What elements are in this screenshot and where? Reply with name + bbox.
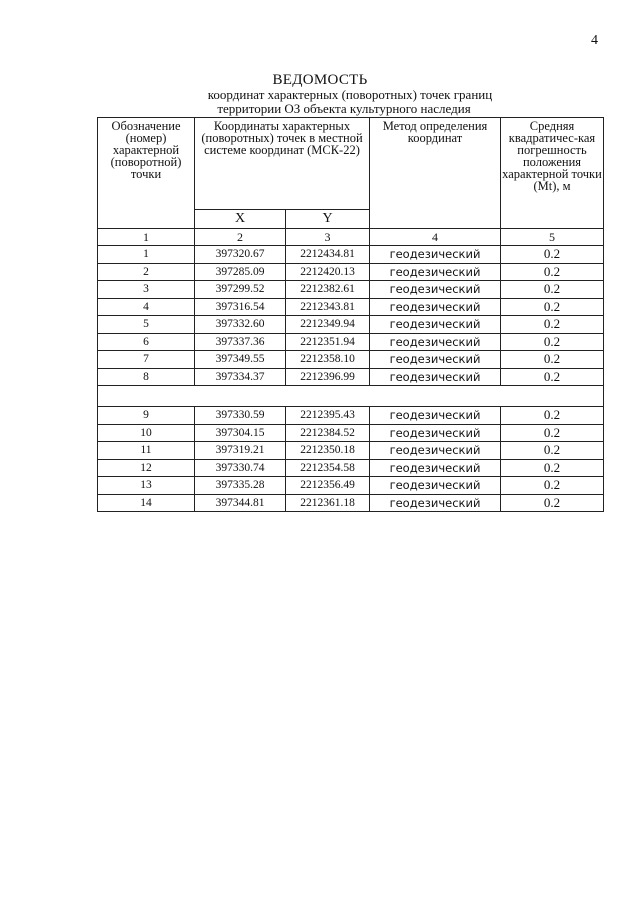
coord-x-cell: 397332.60 [195,316,286,334]
coord-x-cell: 397330.74 [195,459,286,477]
error-cell: 0.2 [501,263,604,281]
point-number-cell: 6 [98,333,195,351]
coord-y-cell: 2212361.18 [286,494,370,512]
coord-x-cell: 397304.15 [195,424,286,442]
point-number-cell: 11 [98,442,195,460]
error-cell: 0.2 [501,494,604,512]
method-cell: геодезический [370,281,501,299]
coord-y-cell: 2212395.43 [286,407,370,425]
coord-y-cell: 2212358.10 [286,351,370,369]
column-index: 1 [98,229,195,246]
coord-y-cell: 2212354.58 [286,459,370,477]
method-cell: геодезический [370,351,501,369]
coord-y-cell: 2212356.49 [286,477,370,495]
method-cell: геодезический [370,316,501,334]
document-subtitle-line2: территории ОЗ объекта культурного наследия [217,101,471,116]
coord-y-cell: 2212351.94 [286,333,370,351]
table-row [98,333,604,351]
coord-y-cell: 2212343.81 [286,298,370,316]
table-row [98,281,604,299]
point-number-cell: 14 [98,494,195,512]
method-cell: геодезический [370,407,501,425]
point-number-cell: 12 [98,459,195,477]
table-header [98,118,604,246]
error-cell: 0.2 [501,316,604,334]
table-body-group1 [98,246,604,386]
table-row [98,351,604,369]
header-method: Метод определения координат [370,118,501,229]
coord-x-cell: 397337.36 [195,333,286,351]
table-row [98,263,604,281]
coord-x-cell: 397330.59 [195,407,286,425]
page-number: 4 [591,33,598,48]
point-number-cell: 1 [98,246,195,264]
method-cell: геодезический [370,477,501,495]
table-row [98,407,604,425]
coord-x-cell: 397285.09 [195,263,286,281]
method-cell: геодезический [370,442,501,460]
coord-x-cell: 397320.67 [195,246,286,264]
header-coordinates: Координаты характерных (поворотных) точек в местной системе координат (МСК-22) [195,118,370,210]
coord-y-cell: 2212396.99 [286,368,370,386]
table-row [98,424,604,442]
method-cell: геодезический [370,424,501,442]
separator-row [98,386,604,407]
error-cell: 0.2 [501,407,604,425]
coord-x-cell: 397335.28 [195,477,286,495]
coordinates-table [97,117,604,512]
coord-y-cell: 2212420.13 [286,263,370,281]
error-cell: 0.2 [501,246,604,264]
method-cell: геодезический [370,263,501,281]
error-cell: 0.2 [501,281,604,299]
method-cell: геодезический [370,494,501,512]
coord-y-cell: 2212434.81 [286,246,370,264]
point-number-cell: 10 [98,424,195,442]
error-cell: 0.2 [501,333,604,351]
coord-x-cell: 397334.37 [195,368,286,386]
point-number-cell: 2 [98,263,195,281]
method-cell: геодезический [370,459,501,477]
table-row [98,368,604,386]
header-point: Обозначение (номер) характерной (поворотной) точки [98,118,195,229]
document-title: ВЕДОМОСТЬ [272,72,368,88]
coord-x-cell: 397319.21 [195,442,286,460]
column-index: 5 [501,229,604,246]
coord-x-cell: 397344.81 [195,494,286,512]
coord-x-cell: 397349.55 [195,351,286,369]
coord-y-cell: 2212350.18 [286,442,370,460]
point-number-cell: 7 [98,351,195,369]
header-y: Y [286,210,370,229]
point-number-cell: 4 [98,298,195,316]
error-cell: 0.2 [501,351,604,369]
error-cell: 0.2 [501,298,604,316]
table-body-group2 [98,407,604,512]
error-cell: 0.2 [501,477,604,495]
header-x: X [195,210,286,229]
method-cell: геодезический [370,368,501,386]
table-row [98,477,604,495]
column-index: 2 [195,229,286,246]
coord-x-cell: 397316.54 [195,298,286,316]
error-cell: 0.2 [501,459,604,477]
method-cell: геодезический [370,246,501,264]
point-number-cell: 5 [98,316,195,334]
table-row [98,246,604,264]
error-cell: 0.2 [501,442,604,460]
table-row [98,459,604,477]
document-subtitle-line1: координат характерных (поворотных) точек границ [207,87,493,102]
coord-y-cell: 2212349.94 [286,316,370,334]
coord-y-cell: 2212384.52 [286,424,370,442]
point-number-cell: 9 [98,407,195,425]
table-separator [98,386,604,407]
point-number-cell: 3 [98,281,195,299]
table-row [98,316,604,334]
coord-y-cell: 2212382.61 [286,281,370,299]
point-number-cell: 13 [98,477,195,495]
coord-x-cell: 397299.52 [195,281,286,299]
point-number-cell: 8 [98,368,195,386]
header-error: Средняя квадратичес-кая погрешность положения характерной точки (Mt), м [501,118,604,229]
table-row [98,442,604,460]
column-index: 4 [370,229,501,246]
error-cell: 0.2 [501,424,604,442]
method-cell: геодезический [370,333,501,351]
table-row [98,494,604,512]
column-index: 3 [286,229,370,246]
table-row [98,298,604,316]
error-cell: 0.2 [501,368,604,386]
column-index-row [98,229,604,246]
method-cell: геодезический [370,298,501,316]
